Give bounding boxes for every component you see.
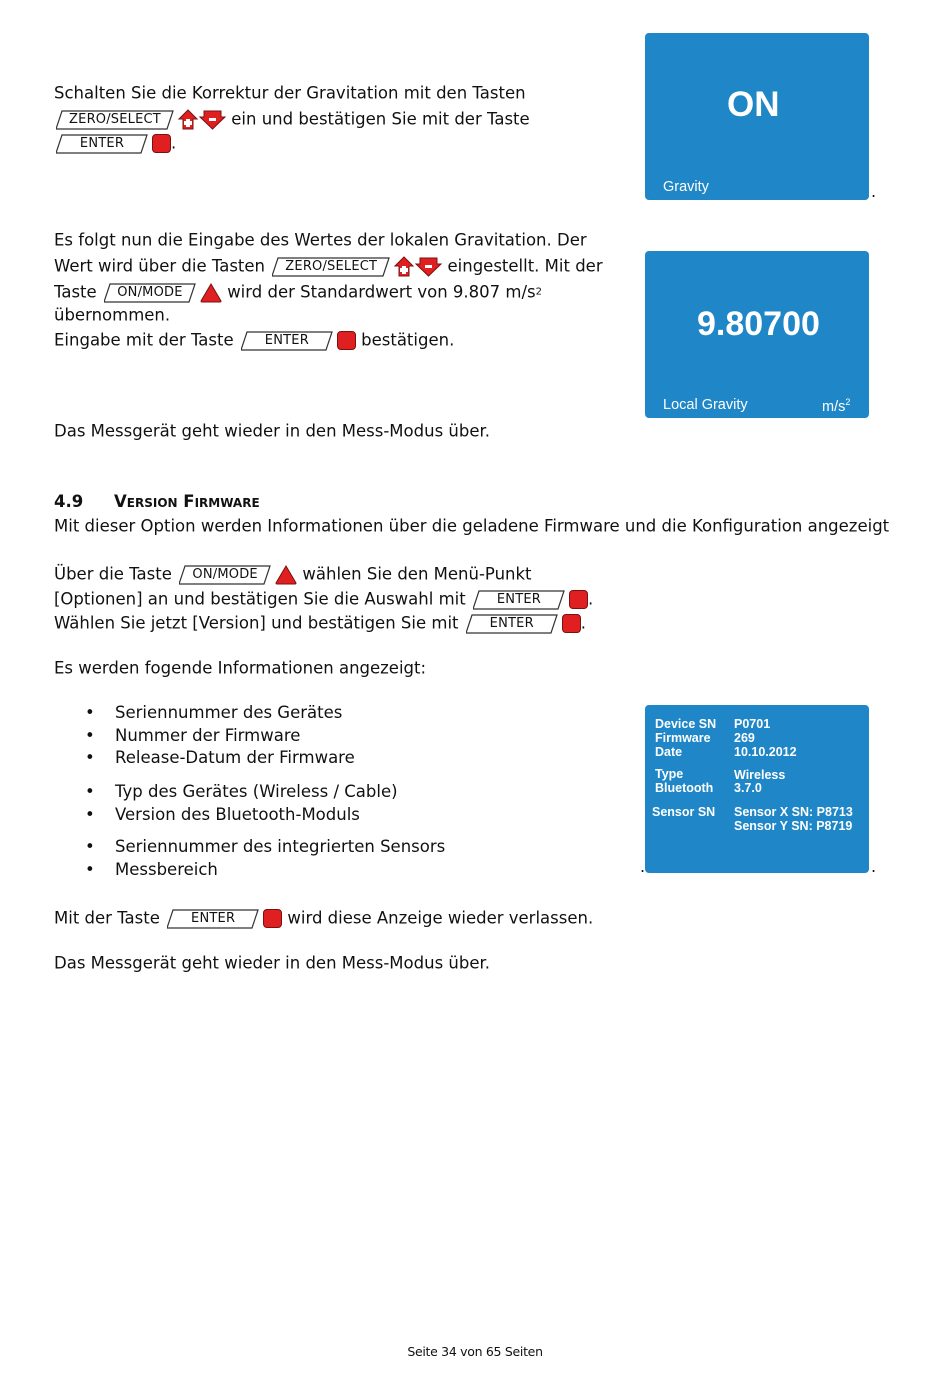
para-version-l4: Es werden fogende Informationen angezeigt: bbox=[54, 658, 427, 678]
para-version-l2: [Optionen] an und bestätigen Sie die Auswahl mit ENTER . bbox=[54, 589, 594, 609]
para-local-g-l4: übernommen. bbox=[54, 305, 171, 325]
enter-red-button-icon bbox=[263, 909, 282, 928]
trailing-dot: . bbox=[640, 857, 646, 876]
page-footer: Seite 34 von 65 Seiten bbox=[407, 1344, 543, 1359]
zero-select-key-icon: ZERO/SELECT bbox=[272, 257, 390, 277]
sensor-y-value: Sensor Y SN: P8719 bbox=[734, 819, 853, 833]
info-list-a bbox=[85, 702, 355, 770]
para-exit-display: Mit der Taste ENTER wird diese Anzeige wieder verlassen. bbox=[54, 908, 594, 928]
date-label: Date bbox=[655, 745, 683, 759]
enter-key-icon: ENTER bbox=[473, 590, 565, 610]
info-list-c bbox=[85, 836, 445, 881]
para-gravity-l1: Schalten Sie die Korrektur der Gravitation mit den Tasten bbox=[54, 83, 526, 103]
on-mode-red-triangle-icon bbox=[200, 283, 222, 303]
up-down-arrow-keys-icon bbox=[178, 109, 226, 131]
superscript-2: 2 bbox=[535, 286, 542, 298]
sensor-sn-label: Sensor SN bbox=[652, 805, 716, 819]
para-version-l1: Über die Taste ON/MODE wählen Sie den Menü-Punkt bbox=[54, 564, 532, 584]
display-value: ON bbox=[727, 85, 780, 124]
list-item: • Release-Datum der Firmware bbox=[85, 747, 355, 770]
bluetooth-label: Bluetooth bbox=[655, 781, 714, 795]
type-label: Type bbox=[655, 767, 684, 781]
para-gravity-l3: ENTER . bbox=[54, 132, 176, 155]
up-down-arrow-keys-icon bbox=[394, 256, 442, 278]
display-label: Local Gravity bbox=[663, 397, 748, 413]
list-item: • Seriennummer des Gerätes bbox=[85, 702, 355, 725]
para-local-g-l1: Es folgt nun die Eingabe des Wertes der lokalen Gravitation. Der bbox=[54, 230, 587, 250]
para-local-g-l5: Eingabe mit der Taste ENTER bestätigen. bbox=[54, 330, 455, 350]
trailing-dot: . bbox=[871, 182, 877, 201]
para-gravity-l2: ZERO/SELECT ein und bestätigen Sie mit der Taste bbox=[54, 108, 530, 131]
para-version-l3: Wählen Sie jetzt [Version] und bestätigen Sie mit ENTER . bbox=[54, 613, 586, 633]
on-mode-key-icon: ON/MODE bbox=[104, 283, 196, 303]
para-back-to-measure-2: Das Messgerät geht wieder in den Mess-Modus über. bbox=[54, 953, 491, 973]
display-local-gravity bbox=[645, 251, 869, 418]
zero-select-key-icon: ZERO/SELECT bbox=[56, 110, 174, 130]
section-heading: 4.9 Version Firmware bbox=[54, 492, 260, 511]
enter-key-icon: ENTER bbox=[56, 134, 148, 154]
on-mode-key-icon: ON/MODE bbox=[179, 565, 271, 585]
para-local-g-l2: Wert wird über die Tasten ZERO/SELECT eingestellt. Mit der bbox=[54, 256, 603, 276]
enter-red-button-icon bbox=[152, 134, 171, 153]
display-unit: $m/s^2$ bbox=[822, 397, 851, 415]
list-item: • Typ des Gerätes (Wireless / Cable) bbox=[85, 781, 398, 804]
para-version-intro: Mit dieser Option werden Informationen über die geladene Firmware und die Konfiguration angezeigt bbox=[54, 516, 890, 536]
sensor-x-value: Sensor X SN: P8713 bbox=[734, 805, 853, 819]
display-version-info bbox=[645, 705, 869, 873]
device-sn-value: P0701 bbox=[734, 717, 771, 731]
enter-key-icon: ENTER bbox=[466, 614, 558, 634]
info-list-b bbox=[85, 781, 398, 826]
list-item: • Nummer der Firmware bbox=[85, 725, 355, 748]
date-value: 10.10.2012 bbox=[734, 745, 797, 759]
enter-red-button-icon bbox=[337, 331, 356, 350]
type-value: Wireless bbox=[734, 768, 786, 782]
enter-red-button-icon bbox=[562, 614, 581, 633]
display-label: Gravity bbox=[663, 179, 709, 195]
on-mode-red-triangle-icon bbox=[275, 565, 297, 585]
firmware-value: 269 bbox=[734, 731, 755, 745]
para-back-to-measure: Das Messgerät geht wieder in den Mess-Modus über. bbox=[54, 421, 491, 441]
list-item: • Seriennummer des integrierten Sensors bbox=[85, 836, 445, 859]
list-item: • Messbereich bbox=[85, 859, 445, 882]
enter-key-icon: ENTER bbox=[167, 909, 259, 929]
list-item: • Version des Bluetooth-Moduls bbox=[85, 804, 398, 827]
firmware-label: Firmware bbox=[655, 731, 711, 745]
para-local-g-l3: Taste ON/MODE wird der Standardwert von 9.807 m/s2 bbox=[54, 282, 542, 302]
device-sn-label: Device SN bbox=[655, 717, 717, 731]
trailing-dot: . bbox=[871, 857, 877, 876]
enter-key-icon: ENTER bbox=[241, 331, 333, 351]
display-gravity-on bbox=[645, 33, 869, 200]
enter-red-button-icon bbox=[569, 590, 588, 609]
bluetooth-value: 3.7.0 bbox=[734, 781, 762, 795]
display-value: 9.80700 bbox=[697, 305, 820, 343]
